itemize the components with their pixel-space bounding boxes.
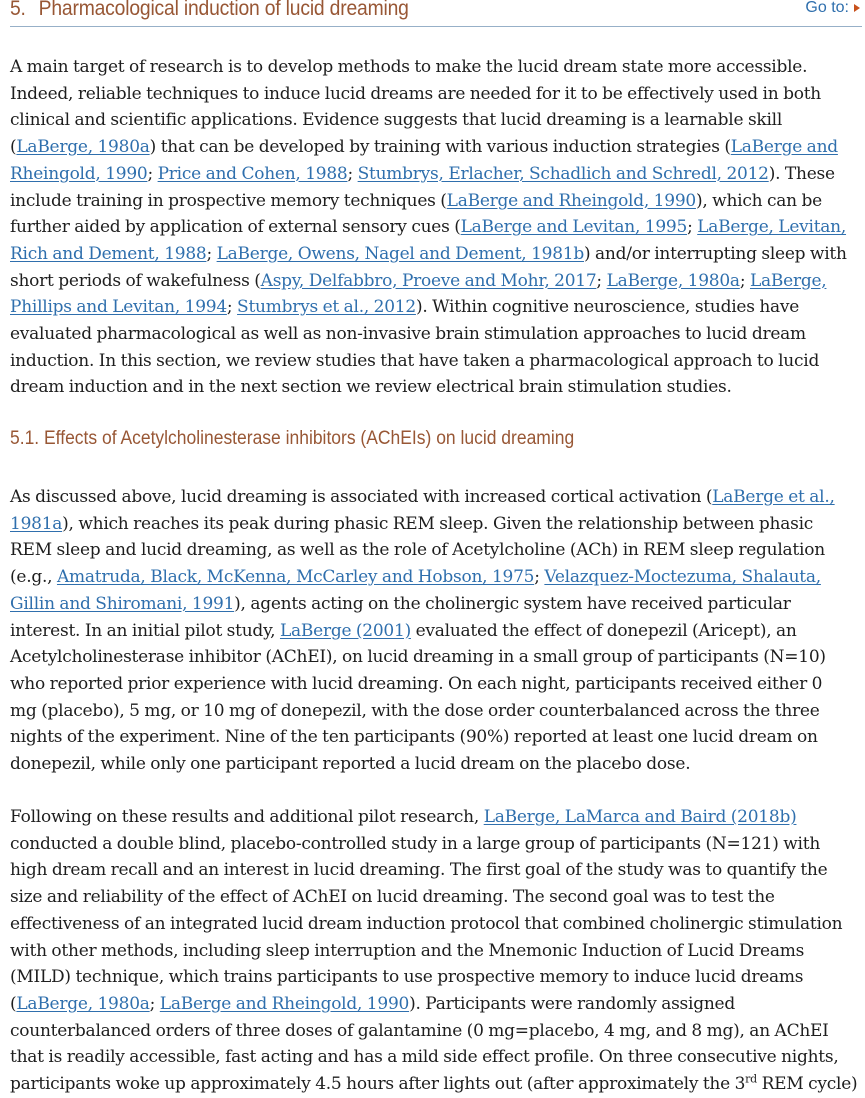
citation-link[interactable]: 1981a [10,513,63,534]
body-text: short periods of wakefulness ( [10,270,261,291]
text-line [10,911,862,938]
citation-link[interactable]: LaBerge, [749,270,827,291]
text-line [10,511,862,538]
body-text: ). Within cognitive neuroscience, studies have [415,297,800,318]
body-text: effectiveness of an integrated lucid dream induction protocol that combined cholinergic stimulation [10,913,843,934]
body-text: participants woke up approximately 4.5 hours after lights out (after approximately the 3 [10,1074,746,1095]
body-text: ; [149,993,160,1014]
section-header [10,0,862,27]
body-text: nights of the experiment. Nine of the ten participants (90%) reported at least one lucid dream on [10,727,818,748]
text-line [10,644,862,671]
text-line [10,268,862,295]
body-text: A main target of research is to develop methods to make the lucid dream state more accessible. [10,57,808,77]
body-text: further aided by application of external sensory cues ( [10,217,461,238]
text-line [10,591,862,618]
section-title-text: Pharmacological induction of lucid dreaming [38,0,409,20]
paragraph-intro [10,54,862,401]
citation-link[interactable]: LaBerge and Levitan, 1995 [460,217,688,238]
text-line [10,751,862,778]
text-line [10,991,862,1018]
citation-link[interactable]: Phillips and Levitan, 1994 [10,297,227,318]
citation-link[interactable]: LaBerge, 1980a [606,270,740,291]
text-line [10,938,862,965]
body-text: ), agents acting on the cholinergic system have received particular [234,593,791,614]
text-line [10,884,862,911]
citation-link[interactable]: Rheingold, 1990 [10,163,148,184]
citation-link[interactable]: LaBerge and Rheingold, 1990 [159,993,410,1014]
citation-link[interactable]: Rich and Dement, 1988 [10,243,207,264]
citation-link[interactable]: Velazquez-Moctezuma, Shalauta, [544,567,821,588]
body-text: REM sleep and lucid dreaming, as well as the role of Acetylcholine (ACh) in REM sleep regulation [10,540,825,561]
triangle-right-icon [854,4,860,12]
text-line [10,831,862,858]
text-line [10,537,862,564]
body-text: that is readily accessible, fast acting and has a mild side effect profile. On three consecutive nights, [10,1047,839,1068]
section-number: 5. [10,0,26,20]
body-text: include training in prospective memory techniques ( [10,190,447,211]
text-line [10,134,862,161]
body-text: REM cycle) [756,1074,858,1095]
text-line [10,1071,862,1098]
body-text: counterbalanced orders of three doses of galantamine (0 mg=placebo, 4 mg, and 8 mg), an AChEI [10,1020,829,1041]
text-line [10,671,862,698]
citation-link[interactable]: Stumbrys, Erlacher, Schadlich and Schredl, 2012 [357,163,769,184]
body-text: ; [206,243,217,264]
citation-link[interactable]: LaBerge (2001) [279,620,411,641]
body-text: Following on these results and additional pilot research, [10,807,484,827]
text-line [10,374,862,401]
body-text: ; [596,270,607,291]
text-line [10,698,862,725]
body-text: ) and/or interrupting sleep with [584,243,847,264]
text-line [10,857,862,884]
citation-link[interactable]: LaBerge, 1980a [16,993,150,1014]
citation-link[interactable]: LaBerge, 1980a [16,137,150,158]
body-text: interest. In an initial pilot study, [10,620,280,641]
superscript-text: rd [745,1072,757,1086]
body-text: ), which can be [695,190,822,211]
citation-link[interactable]: Amatruda, Black, McKenna, McCarley and Hobson, 1975 [56,567,535,588]
body-text: who reported prior experience with lucid dreaming. On each night, participants received either 0 [10,673,823,694]
body-text: ; [226,297,238,318]
body-text: ). These [768,163,835,184]
text-line [10,321,862,348]
citation-link[interactable]: LaBerge et al., [712,487,835,507]
citation-link[interactable]: LaBerge and Rheingold, 1990 [446,190,696,211]
text-line [10,1018,862,1045]
text-line [10,161,862,188]
body-text: conducted a double blind, placebo-controlled study in a large group of participants (N=121) with [10,833,821,854]
body-text: ). Participants were randomly assigned [409,993,735,1014]
body-text: with other methods, including sleep interruption and the Mnemonic Induction of Lucid Dreams [10,940,805,961]
section-title [10,0,409,21]
body-text: (MILD) technique, which trains participants to use prospective memory to induce lucid dreams [10,967,804,988]
text-line [10,214,862,241]
body-text: ), which reaches its peak during phasic REM sleep. Given the relationship between phasic [62,513,814,534]
body-text: ; [534,567,545,588]
body-text: mg (placebo), 5 mg, or 10 mg of donepezil, with the dose order counterbalanced across the three [10,700,820,721]
text-line [10,81,862,108]
text-line [10,484,862,511]
text-line [10,348,862,375]
text-line [10,294,862,321]
body-text: ; [347,163,358,184]
text-line [10,241,862,268]
text-line [10,724,862,751]
body-text: ( [10,993,17,1014]
citation-link[interactable]: Price and Cohen, 1988 [157,163,348,184]
citation-link[interactable]: LaBerge and [730,137,838,158]
goto-label: Go to: [805,0,849,16]
citation-link[interactable]: Gillin and Shiromani, 1991 [10,593,235,614]
body-text: ) that can be developed by training with various induction strategies ( [149,137,731,158]
text-line [10,1044,862,1071]
text-line [10,804,862,831]
goto-menu-button[interactable] [805,0,860,17]
body-text: As discussed above, lucid dreaming is associated with increased cortical activation ( [10,487,713,507]
body-text: induction. In this section, we review studies that have taken a pharmacological approach to lucid [10,350,820,371]
paragraph-galantamine [10,804,862,1098]
body-text: donepezil, while only one participant reported a lucid dream on the placebo dose. [10,754,691,775]
body-text: Indeed, reliable techniques to induce lucid dreams are needed for it to be effectively used in both [10,83,821,104]
body-text: evaluated pharmacological as well as non-invasive brain stimulation approaches to lucid dream [10,324,806,345]
body-text: ; [147,163,158,184]
body-text: ; [739,270,750,291]
text-line [10,564,862,591]
body-text: dream induction and in the next section we review electrical brain stimulation studies. [10,377,732,398]
body-text: (e.g., [10,567,57,588]
body-text: ( [10,137,17,158]
text-line [10,964,862,991]
body-text: clinical and scientific applications. Evidence suggests that lucid dreaming is a learnable skill [10,110,783,131]
body-text: evaluated the effect of donepezil (Aricept), an [410,620,797,641]
body-text: size and reliability of the effect of AChEI on lucid dreaming. The second goal was to test the [10,887,775,908]
body-text: high dream recall and an interest in lucid dreaming. The first goal of the study was to quantify the [10,860,828,881]
text-line [10,54,862,81]
citation-link[interactable]: LaBerge, Owens, Nagel and Dement, 1981b [216,243,584,264]
citation-link[interactable]: Aspy, Delfabbro, Proeve and Mohr, 2017 [260,270,597,291]
subsection-title: 5.1. Effects of Acetylcholinesterase inhibitors (AChEIs) on lucid dreaming [10,428,575,449]
body-text: Acetylcholinesterase inhibitor (AChEI), on lucid dreaming in a small group of participants (N=10) [10,647,826,668]
text-line [10,618,862,645]
citation-link[interactable]: LaBerge, Levitan, [697,217,847,238]
citation-link[interactable]: Stumbrys et al., 2012 [237,297,416,318]
text-line [10,188,862,215]
text-line [10,107,862,134]
paragraph-donepezil [10,484,862,778]
citation-link[interactable]: LaBerge, LaMarca and Baird (2018b) [483,807,797,827]
body-text: ; [687,217,698,238]
